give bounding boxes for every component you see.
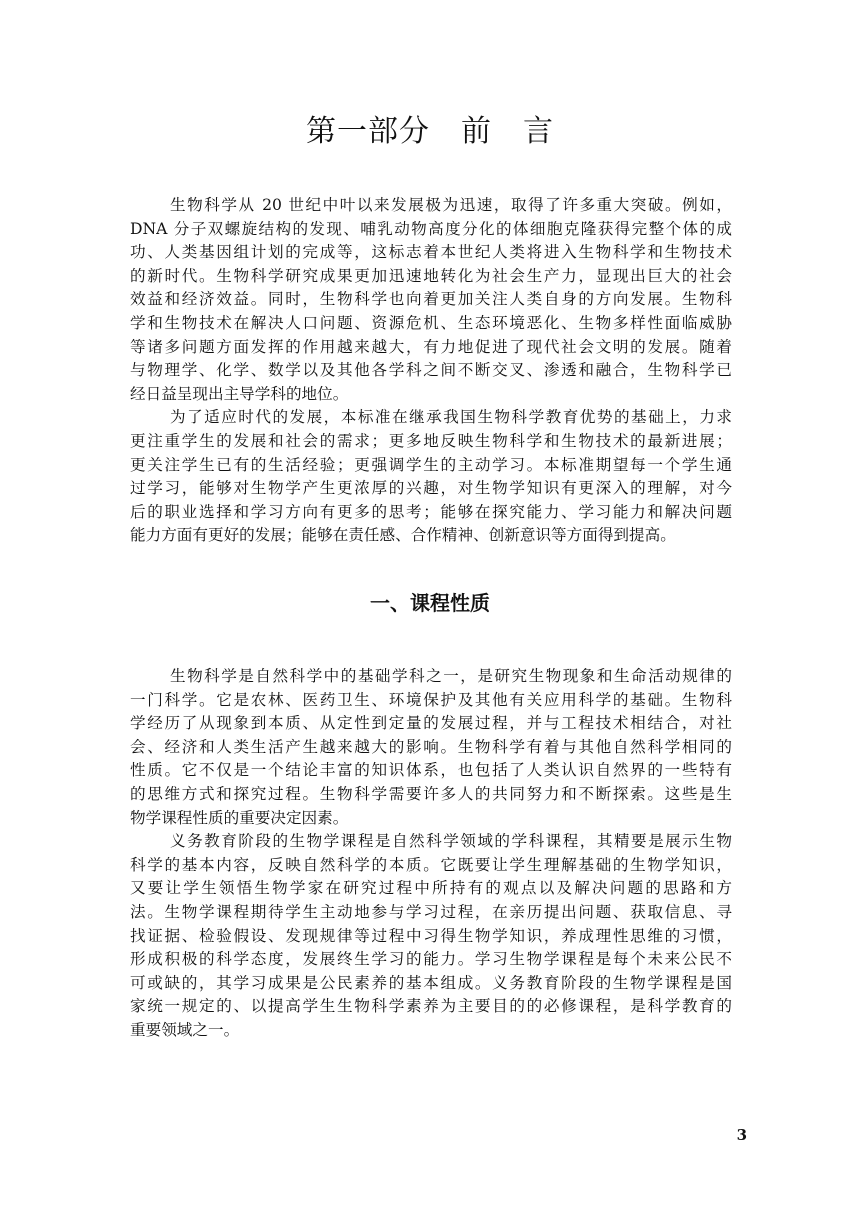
text-line: 能力方面有更好的发展；能够在责任感、合作精神、创新意识等方面得到提高。 (130, 526, 676, 545)
text-line: 后的职业选择和学习方向有更多的思考；能够在探究能力、学习能力和解决问题 (130, 502, 732, 521)
text-line: 重要领域之一。 (130, 1020, 240, 1039)
page-title: 第一部分 前 言 (306, 114, 554, 149)
text-line: 会、经济和人类生活产生越来越大的影响。生物科学有着与其他自然科学相同的 (130, 737, 732, 756)
text-line: 形成积极的科学态度，发展终生学习的能力。学习生物学课程是每个未来公民不 (130, 950, 732, 969)
text-line: 家统一规定的、以提高学生生物科学素养为主要目的的必修课程，是科学教育的 (130, 997, 732, 1016)
page-number: 3 (736, 1126, 747, 1144)
text-line: 效益和经济效益。同时，生物科学也向着更加关注人类自身的方向发展。生物科 (130, 290, 732, 309)
text-line: 为了适应时代的发展，本标准在继承我国生物科学教育优势的基础上，力求 (170, 408, 732, 427)
text-line: 生物科学从 20 世纪中叶以来发展极为迅速，取得了许多重大突破。例如， (170, 196, 732, 214)
text-line: 又要让学生领悟生物学家在研究过程中所持有的观点以及解决问题的思路和方 (130, 879, 732, 898)
text-line: 一门科学。它是农林、医药卫生、环境保护及其他有关应用科学的基础。生物科 (130, 690, 732, 709)
text-line: 性质。它不仅是一个结论丰富的知识体系，也包括了人类认识自然界的一些特有 (130, 761, 732, 780)
text-line: 可或缺的，其学习成果是公民素养的基本组成。义务教育阶段的生物学课程是国 (130, 973, 732, 992)
text-line: 更注重学生的发展和社会的需求；更多地反映生物科学和生物技术的最新进展； (130, 431, 732, 450)
intro-text (130, 194, 732, 548)
text-line: 科学的基本内容，反映自然科学的本质。它既要让学生理解基础的生物学知识， (130, 855, 732, 874)
text-line: 学和生物技术在解决人口问题、资源危机、生态环境恶化、生物多样性面临威胁 (130, 313, 732, 332)
section-text (130, 665, 732, 1043)
text-line: 等诸多问题方面发挥的作用越来越大，有力地促进了现代社会文明的发展。随着 (130, 337, 732, 356)
text-line: 义务教育阶段的生物学课程是自然科学领域的学科课程，其精要是展示生物 (170, 832, 732, 851)
section-heading: 一、课程性质 (370, 591, 490, 615)
text-line: 的思维方式和探究过程。生物科学需要许多人的共同努力和不断探索。这些是生 (130, 784, 732, 803)
paragraph (130, 665, 732, 830)
text-line: 更关注学生已有的生活经验；更强调学生的主动学习。本标准期望每一个学生通 (130, 455, 732, 474)
text-line: 物学课程性质的重要决定因素。 (130, 808, 349, 827)
paragraph (130, 830, 732, 1042)
text-line: 学经历了从现象到本质、从定性到定量的发展过程，并与工程技术相结合，对社 (130, 714, 732, 733)
text-line: 的新时代。生物科学研究成果更加迅速地转化为社会生产力，显现出巨大的社会 (130, 266, 732, 285)
text-line: 法。生物学课程期待学生主动地参与学习过程，在亲历提出问题、获取信息、寻 (130, 902, 732, 921)
text-line: 过学习，能够对生物学产生更浓厚的兴趣，对生物学知识有更深入的理解，对今 (130, 479, 732, 498)
text-line: 找证据、检验假设、发现规律等过程中习得生物学知识，养成理性思维的习惯， (130, 926, 732, 945)
paragraph (130, 406, 732, 548)
text-line: 生物科学是自然科学中的基础学科之一，是研究生物现象和生命活动规律的 (170, 667, 732, 685)
text-line: DNA 分子双螺旋结构的发现、哺乳动物高度分化的体细胞克隆获得完整个体的成 (130, 219, 732, 238)
text-line: 与物理学、化学、数学以及其他各学科之间不断交叉、渗透和融合，生物科学已 (130, 361, 732, 380)
text-line: 经日益呈现出主导学科的地位。 (130, 384, 349, 403)
text-line: 功、人类基因组计划的完成等，这标志着本世纪人类将进入生物科学和生物技术 (130, 243, 732, 262)
paragraph (130, 194, 732, 406)
